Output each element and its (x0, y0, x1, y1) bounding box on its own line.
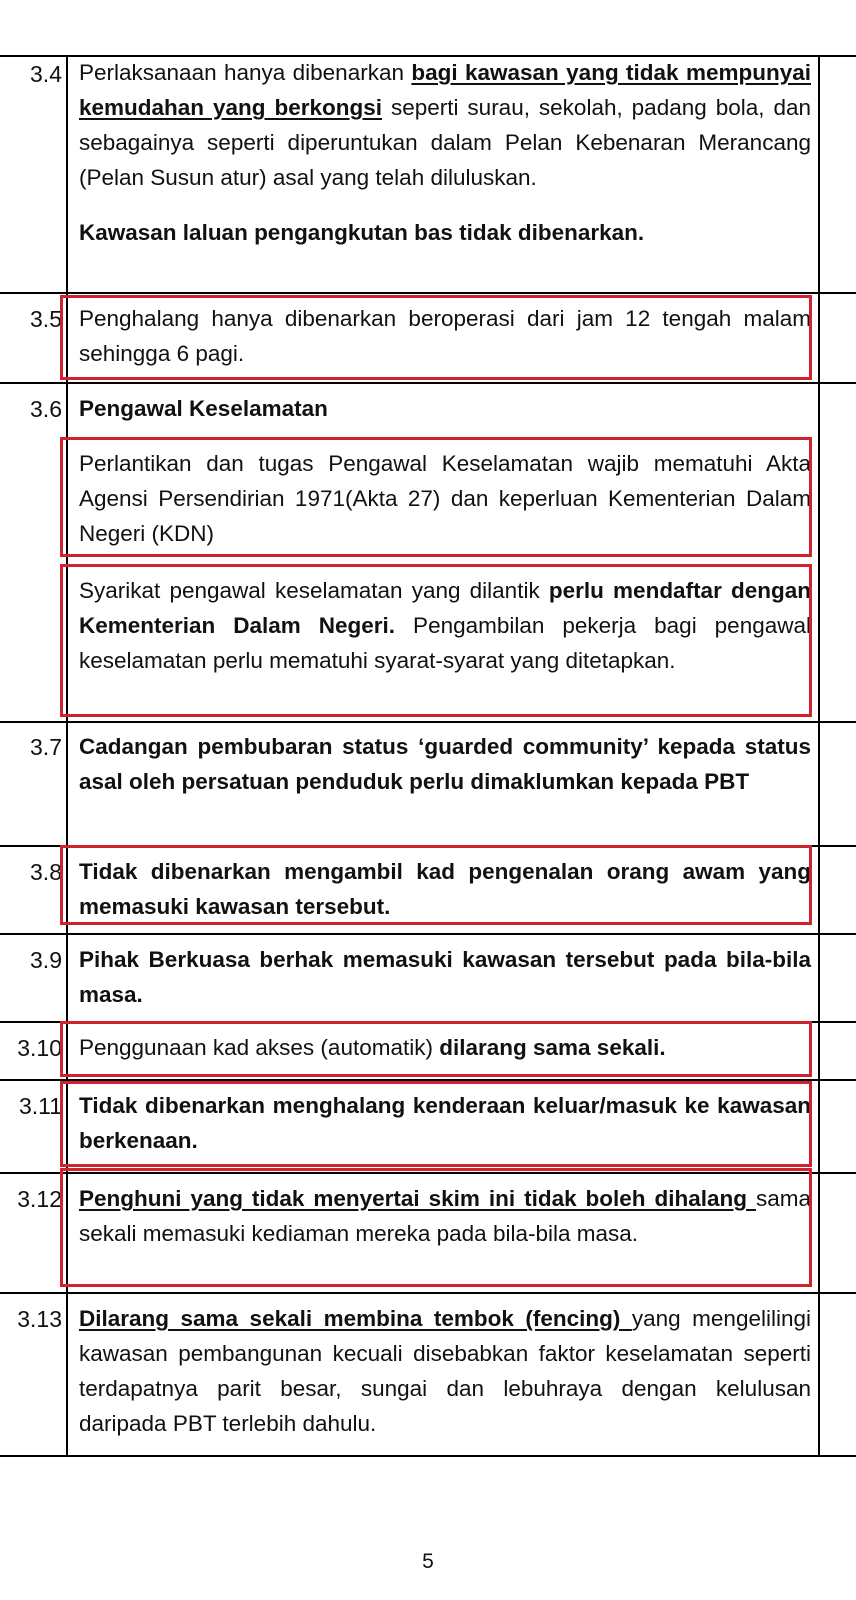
row-number: 3.12 (17, 1186, 62, 1212)
row-number: 3.13 (17, 1306, 62, 1332)
row-number: 3.9 (30, 947, 62, 973)
column-divider-left (66, 55, 68, 1457)
row-border-3-5 (0, 292, 856, 294)
row-3-4-text (79, 55, 811, 250)
text-run: yang mengelilingi kawasan pembangunan kecuali disebabkan faktor keselamatan seperti terdapatnya parit besar, sungai dan lebuhraya dengan kelulusan daripada PBT terlebih dahulu. (79, 1306, 811, 1436)
row-3-10-text (79, 1030, 811, 1065)
emphasis-text: dilarang sama sekali. (439, 1035, 666, 1060)
row-3-6-paragraph-1: Perlantikan dan tugas Pengawal Keselamatan wajib mematuhi Akta Agensi Persendirian 1971(Akta 27) dan keperluan Kementerian Dalam Negeri (KDN) (79, 451, 811, 546)
row-border-3-8 (0, 845, 856, 847)
row-border-3-11 (0, 1079, 856, 1081)
text-run: Syarikat pengawal keselamatan yang dilantik (79, 578, 549, 603)
row-border-3-10 (0, 1021, 856, 1023)
row-3-5-text: Penghalang hanya dibenarkan beroperasi dari jam 12 tengah malam sehingga 6 pagi. (79, 306, 811, 366)
row-number: 3.10 (17, 1035, 62, 1061)
column-divider-right (818, 55, 820, 1457)
row-number: 3.11 (18, 1093, 62, 1119)
row-3-13-text (79, 1301, 811, 1441)
row-number: 3.5 (30, 306, 62, 332)
row-border-3-12 (0, 1172, 856, 1174)
row-border-3-9 (0, 933, 856, 935)
row-number: 3.7 (30, 734, 62, 760)
row-3-11-text: Tidak dibenarkan menghalang kenderaan keluar/masuk ke kawasan berkenaan. (79, 1093, 811, 1153)
row-3-6-paragraph-2 (79, 573, 811, 678)
emphasis-text: Dilarang sama sekali membina tembok (fencing) (79, 1306, 632, 1331)
text-run: sama sekali memasuki kediaman mereka pada bila-bila masa. (79, 1186, 811, 1246)
row-3-6-heading: Pengawal Keselamatan (79, 396, 328, 421)
row-3-8-text: Tidak dibenarkan mengambil kad pengenalan orang awam yang memasuki kawasan tersebut. (79, 859, 811, 919)
row-3-9-text: Pihak Berkuasa berhak memasuki kawasan tersebut pada bila-bila masa. (79, 947, 811, 1007)
text-run: seperti surau, sekolah, padang bola, dan sebagainya seperti diperuntukan dalam Pelan Kebenaran Merancang (Pelan Susun atur) asal yang telah diluluskan. (79, 95, 811, 190)
row-3-4-note: Kawasan laluan pengangkutan bas tidak dibenarkan. (79, 220, 645, 245)
row-number: 3.6 (30, 396, 62, 422)
emphasis-text: Penghuni yang tidak menyertai skim ini tidak boleh dihalang (79, 1186, 756, 1211)
row-number: 3.8 (30, 859, 62, 885)
text-run: Perlaksanaan hanya dibenarkan (79, 60, 412, 85)
emphasis-text: perlu mendaftar dengan Kementerian Dalam Negeri. (79, 578, 812, 638)
row-border-3-6 (0, 382, 856, 384)
row-3-7-text: Cadangan pembubaran status ‘guarded community’ kepada status asal oleh persatuan penduduk perlu dimaklumkan kepada PBT (79, 734, 811, 794)
page-number: 5 (422, 1550, 434, 1573)
row-border-bottom (0, 1455, 856, 1457)
emphasis-text: bagi kawasan yang tidak mempunyai kemudahan yang berkongsi (79, 60, 811, 120)
row-number: 3.4 (30, 61, 62, 87)
row-border-3-7 (0, 721, 856, 723)
row-border-3-13 (0, 1292, 856, 1294)
text-run: Pengambilan pekerja bagi pengawal keselamatan perlu mematuhi syarat-syarat yang ditetapkan. (79, 613, 811, 673)
text-run: Penggunaan kad akses (automatik) (79, 1035, 440, 1060)
row-3-12-text (79, 1181, 811, 1251)
row-3-4-paragraph (79, 55, 811, 195)
